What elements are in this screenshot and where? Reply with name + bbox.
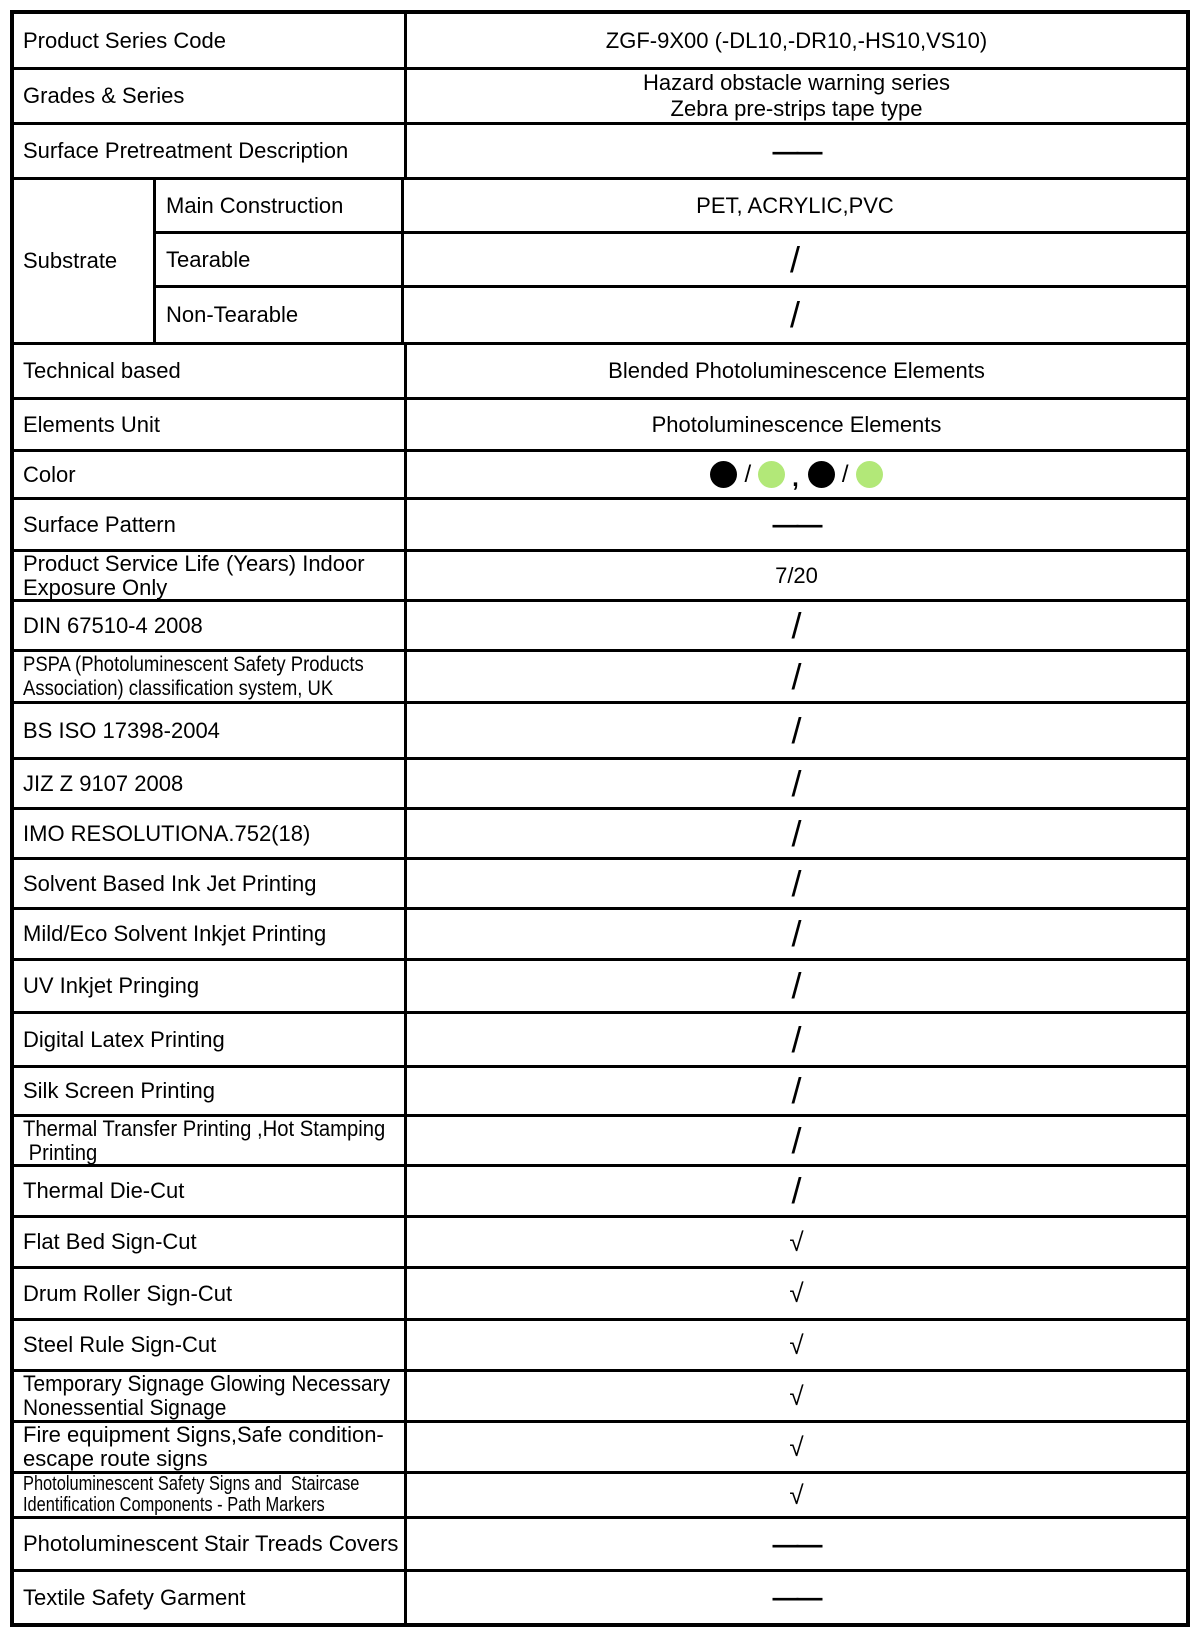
row-temporary-signage bbox=[14, 1372, 1186, 1423]
row-color bbox=[14, 452, 1186, 500]
check-value: √ bbox=[789, 1278, 804, 1308]
row-uv-inkjet bbox=[14, 961, 1186, 1014]
row-value bbox=[407, 1014, 1186, 1065]
row-digital-latex bbox=[14, 1014, 1186, 1068]
dash-value: —— bbox=[772, 135, 821, 166]
row-value bbox=[407, 602, 1186, 649]
check-value: √ bbox=[789, 1380, 804, 1411]
row-product-series-code bbox=[14, 14, 1186, 70]
slash-value: / bbox=[791, 1119, 802, 1161]
label-line: Product Service Life (Years) Indoor bbox=[23, 550, 365, 576]
label-line: Association) classification system, UK bbox=[23, 676, 334, 700]
elements-unit-value: Photoluminescence Elements bbox=[651, 411, 942, 437]
slash-value: / bbox=[791, 1170, 802, 1211]
substrate-label: Substrate bbox=[14, 180, 156, 342]
subrow-value bbox=[404, 234, 1186, 285]
grades-series-line1: Hazard obstacle warning series bbox=[643, 70, 950, 95]
black-color-dot-icon bbox=[710, 461, 737, 488]
row-label: Technical based bbox=[14, 345, 407, 397]
check-value: √ bbox=[789, 1431, 804, 1462]
row-label: Digital Latex Printing bbox=[14, 1014, 407, 1065]
label-line: Printing bbox=[23, 1139, 98, 1165]
row-non-tearable bbox=[156, 288, 1186, 342]
row-label: UV Inkjet Pringing bbox=[14, 961, 407, 1011]
subrow-value bbox=[404, 180, 1186, 231]
row-value bbox=[407, 70, 1186, 122]
label-line: escape route signs bbox=[23, 1446, 208, 1471]
row-value bbox=[407, 345, 1186, 397]
row-label bbox=[14, 652, 407, 701]
label-line: Thermal Transfer Printing ,Hot Stamping bbox=[23, 1115, 386, 1141]
row-value bbox=[407, 1269, 1186, 1318]
slash-value: / bbox=[791, 862, 802, 904]
slash-value: / bbox=[791, 709, 802, 751]
dash-value: —— bbox=[772, 1528, 821, 1559]
row-surface-pattern bbox=[14, 500, 1186, 552]
row-technical-based bbox=[14, 345, 1186, 400]
slash-value: / bbox=[791, 1070, 802, 1111]
black-color-dot-icon bbox=[808, 461, 835, 488]
row-value bbox=[407, 1321, 1186, 1369]
label-line: Nonessential Signage bbox=[23, 1395, 227, 1420]
row-label: Textile Safety Garment bbox=[14, 1572, 407, 1623]
slash-value: / bbox=[791, 812, 802, 854]
row-value bbox=[407, 1572, 1186, 1623]
green-color-dot-icon bbox=[856, 461, 883, 488]
row-photoluminescent-safety-signs bbox=[14, 1474, 1186, 1519]
slash-value: / bbox=[791, 965, 802, 1006]
row-label: Flat Bed Sign-Cut bbox=[14, 1218, 407, 1266]
row-elements-unit bbox=[14, 400, 1186, 452]
row-label: IMO RESOLUTIONA.752(18) bbox=[14, 810, 407, 857]
row-value bbox=[407, 1068, 1186, 1114]
row-value bbox=[407, 910, 1186, 958]
row-label: Surface Pattern bbox=[14, 500, 407, 549]
row-value bbox=[407, 860, 1186, 907]
subrow-label: Non-Tearable bbox=[156, 288, 404, 342]
row-fire-equipment-signs bbox=[14, 1423, 1186, 1474]
substrate-group bbox=[14, 180, 1186, 345]
row-flat-bed-sign-cut bbox=[14, 1218, 1186, 1269]
subrow-label: Tearable bbox=[156, 234, 404, 285]
row-value bbox=[407, 704, 1186, 757]
row-mild-eco-solvent bbox=[14, 910, 1186, 961]
product-series-code-value: ZGF-9X00 (-DL10,-DR10,-HS10,VS10) bbox=[605, 27, 988, 53]
row-label: Elements Unit bbox=[14, 400, 407, 449]
row-value bbox=[407, 760, 1186, 807]
comma-separator: , bbox=[792, 464, 799, 492]
subrow-value bbox=[404, 288, 1186, 342]
label-line: Temporary Signage Glowing Necessary bbox=[23, 1371, 391, 1396]
row-imo-resolution bbox=[14, 810, 1186, 860]
slash-value: / bbox=[791, 1018, 802, 1060]
row-stair-treads-covers bbox=[14, 1519, 1186, 1572]
row-pspa bbox=[14, 652, 1186, 704]
label-line: Identification Components - Path Markers bbox=[23, 1494, 325, 1516]
main-construction-value: PET, ACRYLIC,PVC bbox=[696, 192, 894, 218]
row-label: Photoluminescent Stair Treads Covers bbox=[14, 1519, 407, 1569]
row-label: DIN 67510-4 2008 bbox=[14, 602, 407, 649]
row-value bbox=[407, 1519, 1186, 1569]
row-service-life bbox=[14, 552, 1186, 602]
label-line: Exposure Only bbox=[23, 574, 168, 600]
row-value bbox=[407, 652, 1186, 701]
row-thermal-transfer bbox=[14, 1117, 1186, 1167]
row-label: Solvent Based Ink Jet Printing bbox=[14, 860, 407, 907]
row-value bbox=[407, 400, 1186, 449]
row-tearable bbox=[156, 234, 1186, 288]
slash-value: / bbox=[791, 604, 802, 646]
slash-value: / bbox=[789, 294, 800, 336]
row-label bbox=[14, 1474, 407, 1516]
grades-series-line2: Zebra pre-strips tape type bbox=[670, 96, 923, 121]
color-swatches bbox=[407, 452, 1186, 497]
row-label: Mild/Eco Solvent Inkjet Printing bbox=[14, 910, 407, 958]
label-line: PSPA (Photoluminescent Safety Products bbox=[23, 652, 364, 676]
row-label bbox=[14, 1372, 407, 1420]
row-value bbox=[407, 500, 1186, 549]
row-main-construction bbox=[156, 180, 1186, 234]
row-value bbox=[407, 961, 1186, 1011]
subrow-label: Main Construction bbox=[156, 180, 404, 231]
substrate-subrows bbox=[156, 180, 1186, 342]
row-label: Silk Screen Printing bbox=[14, 1068, 407, 1114]
row-solvent-inkjet bbox=[14, 860, 1186, 910]
row-value bbox=[407, 125, 1186, 177]
slash-value: / bbox=[791, 913, 802, 954]
row-value bbox=[407, 14, 1186, 67]
row-value bbox=[407, 1423, 1186, 1471]
check-value: √ bbox=[789, 1226, 804, 1257]
row-label: Drum Roller Sign-Cut bbox=[14, 1269, 407, 1318]
row-steel-rule-sign-cut bbox=[14, 1321, 1186, 1372]
row-label: JIZ Z 9107 2008 bbox=[14, 760, 407, 807]
dash-value: —— bbox=[772, 1582, 821, 1612]
row-value bbox=[407, 810, 1186, 857]
row-grades-series bbox=[14, 70, 1186, 125]
label-line: Fire equipment Signs,Safe condition- bbox=[23, 1422, 384, 1447]
row-jiz bbox=[14, 760, 1186, 810]
green-color-dot-icon bbox=[758, 461, 785, 488]
slash-separator: / bbox=[744, 460, 752, 488]
row-label: Surface Pretreatment Description bbox=[14, 125, 407, 177]
product-spec-table bbox=[10, 10, 1190, 1627]
row-thermal-die-cut bbox=[14, 1167, 1186, 1218]
row-label: Steel Rule Sign-Cut bbox=[14, 1321, 407, 1369]
row-drum-roller-sign-cut bbox=[14, 1269, 1186, 1321]
row-label: Grades & Series bbox=[14, 70, 407, 122]
row-value bbox=[407, 1474, 1186, 1516]
row-din-67510 bbox=[14, 602, 1186, 652]
row-surface-pretreatment bbox=[14, 125, 1186, 180]
technical-based-value: Blended Photoluminescence Elements bbox=[608, 358, 985, 383]
label-line: Photoluminescent Safety Signs and Staircase bbox=[23, 1473, 360, 1495]
row-value bbox=[407, 1218, 1186, 1266]
row-label: BS ISO 17398-2004 bbox=[14, 704, 407, 757]
check-value: √ bbox=[789, 1329, 804, 1360]
row-value bbox=[407, 1117, 1186, 1164]
row-label bbox=[14, 1423, 407, 1471]
slash-value: / bbox=[789, 238, 800, 280]
check-value: √ bbox=[789, 1479, 804, 1510]
row-label: Color bbox=[14, 452, 407, 497]
slash-value: / bbox=[791, 762, 802, 804]
row-label: Thermal Die-Cut bbox=[14, 1167, 407, 1215]
service-life-value: 7/20 bbox=[775, 562, 818, 588]
row-value bbox=[407, 1167, 1186, 1215]
row-value bbox=[407, 1372, 1186, 1420]
row-bs-iso bbox=[14, 704, 1186, 760]
row-textile-safety-garment bbox=[14, 1572, 1186, 1623]
row-value bbox=[407, 552, 1186, 599]
row-silk-screen bbox=[14, 1068, 1186, 1117]
row-label: Product Series Code bbox=[14, 14, 407, 67]
row-label bbox=[14, 552, 407, 599]
dash-value: —— bbox=[772, 509, 821, 539]
slash-separator: / bbox=[841, 460, 849, 488]
slash-value: / bbox=[791, 655, 802, 697]
row-label bbox=[14, 1117, 407, 1164]
